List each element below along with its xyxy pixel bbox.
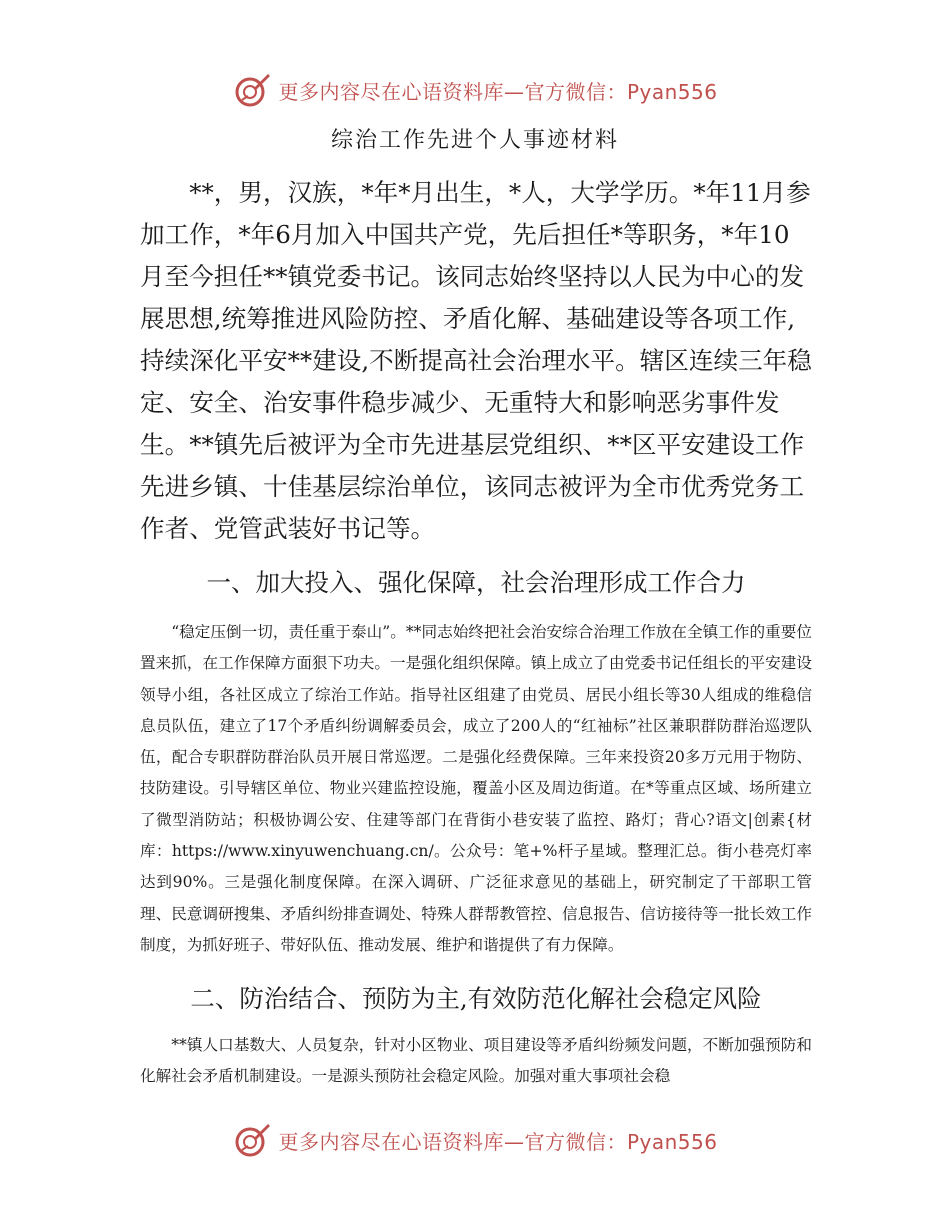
intro-paragraph: **，男，汉族，*年*月出生，*人，大学学历。*年11月参加工作，*年6月加入中国共产党，先后担任*等职务，*年10月至今担任**镇党委书记。该同志始终坚持以人民为中心的发展思想,统筹推进风险防控、矛盾化解、基础建设等各项工作,持续深化平安**建设,不断提高社会治理水平。辖区连续三年稳定、安全、治安事件稳步减少、无重特大和影响恶劣事件发生。**镇先后被评为全市先进基层党组织、**区平安建设工作先进乡镇、十佳基层综治单位，该同志被评为全市优秀党务工作者、党管武装好书记等。 <box>140 178 812 543</box>
watermark-banner-bottom <box>0 1120 950 1160</box>
pen-nib-logo-icon <box>232 70 272 110</box>
pen-nib-logo-icon <box>232 1120 272 1160</box>
section-2-heading: 二、防治结合、预防为主,有效防范化解社会稳定风险 <box>190 984 762 1013</box>
section-1-heading: 一、加大投入、强化保障，社会治理形成工作合力 <box>206 568 746 597</box>
section-2-body: **镇人口基数大、人员复杂，针对小区物业、项目建设等矛盾纠纷频发问题，不断加强预防和化解社会矛盾机制建设。一是源头预防社会稳定风险。加强对重大事项社会稳 <box>140 1036 812 1086</box>
section-1-body: “稳定压倒一切，责任重于泰山”。**同志始终把社会治安综合治理工作放在全镇工作的重要位置来抓，在工作保障方面狠下功夫。一是强化组织保障。镇上成立了由党委书记任组长的平安建设领导小组，各社区成立了综治工作站。指导社区组建了由党员、居民小组长等30人组成的维稳信息员队伍，建立了17个矛盾纠纷调解委员会，成立了200人的“红袖标”社区兼职群防群治巡逻队伍，配合专职群防群治队员开展日常巡逻。二是强化经费保障。三年来投资20多万元用于物防、技防建设。引导辖区单位、物业兴建监控设施，覆盖小区及周边街道。在*等重点区域、场所建立了微型消防站；积极协调公安、住建等部门在背街小巷安装了监控、路灯；背心?语文|创素{材库：https://www.xinyuwenchuang.cn/。公众号：笔+%杆子星域。整理汇总。街小巷亮灯率达到90%。三是强化制度保障。在深入调研、广泛征求意见的基础上，研究制定了干部职工管理、民意调研搜集、矛盾纠纷排查调处、特殊人群帮教管控、信息报告、信访接待等一批长效工作制度，为抓好班子、带好队伍、推动发展、维护和谐提供了有力保障。 <box>140 623 812 954</box>
watermark-text: 更多内容尽在心语资料库—官方微信：Pyan556 <box>278 79 718 104</box>
document-title: 综治工作先进个人事迹材料 <box>330 128 619 153</box>
watermark-text: 更多内容尽在心语资料库—官方微信：Pyan556 <box>278 1129 718 1154</box>
watermark-banner-top <box>0 70 950 110</box>
